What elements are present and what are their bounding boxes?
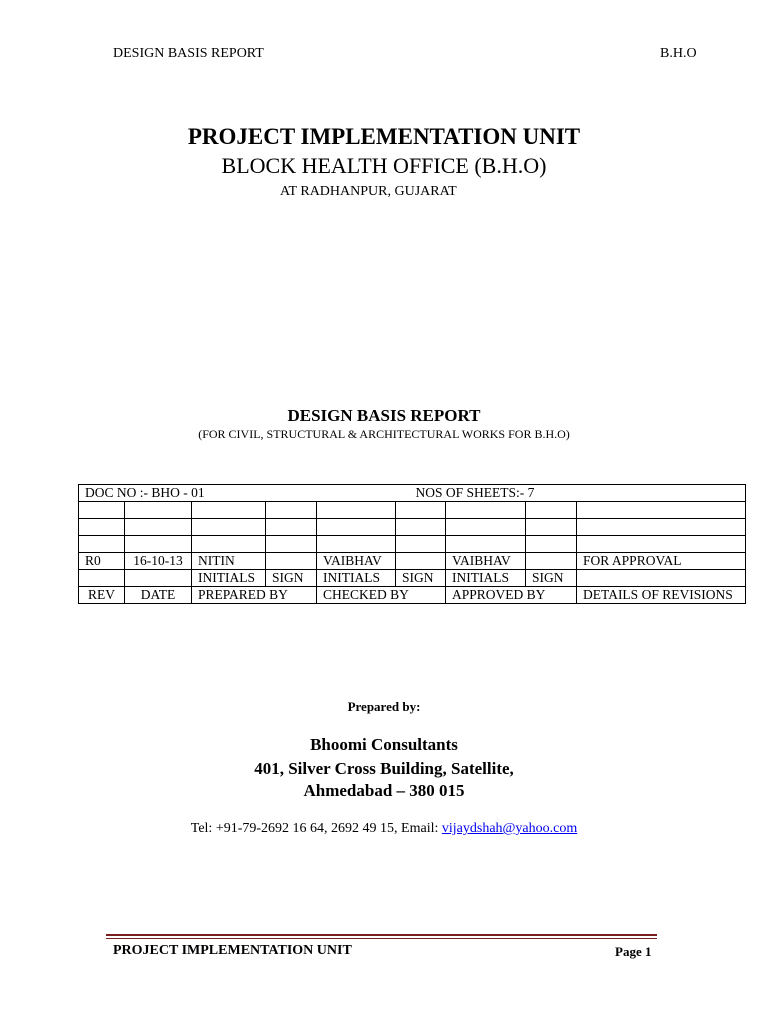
report-heading: DESIGN BASIS REPORT bbox=[287, 406, 481, 425]
report-subheading: (FOR CIVIL, STRUCTURAL & ARCHITECTURAL WORKS FOR B.H.O) bbox=[198, 427, 570, 441]
footer-title: PROJECT IMPLEMENTATION UNIT bbox=[113, 943, 352, 958]
prepared-initials: NITIN bbox=[192, 553, 266, 570]
table-row bbox=[79, 553, 746, 570]
header-right: B.H.O bbox=[660, 46, 697, 61]
revision-table bbox=[78, 484, 746, 604]
header-left: DESIGN BASIS REPORT bbox=[113, 46, 264, 61]
checked-initials: VAIBHAV bbox=[317, 553, 396, 570]
prepared-by-label: PREPARED BY bbox=[192, 587, 317, 604]
title-line3: AT RADHANPUR, GUJARAT bbox=[280, 184, 457, 199]
table-row bbox=[79, 587, 746, 604]
footer-rule bbox=[106, 934, 657, 936]
sign-label: SIGN bbox=[526, 570, 577, 587]
doc-no: DOC NO :- BHO - 01 bbox=[79, 485, 396, 502]
date-label: DATE bbox=[125, 587, 192, 604]
revision-details: FOR APPROVAL bbox=[577, 553, 746, 570]
telephone-text: Tel: +91-79-2692 16 64, 2692 49 15, Email: bbox=[190, 821, 442, 836]
page-number: Page 1 bbox=[615, 944, 652, 959]
date-value: 16-10-13 bbox=[125, 553, 192, 570]
company-name: Bhoomi Consultants bbox=[310, 735, 458, 754]
sign-label: SIGN bbox=[396, 570, 446, 587]
table-row bbox=[79, 502, 746, 519]
address-line1: 401, Silver Cross Building, Satellite, bbox=[254, 759, 514, 778]
title-line1: PROJECT IMPLEMENTATION UNIT bbox=[187, 124, 581, 149]
table-row bbox=[79, 485, 746, 502]
checked-by-label: CHECKED BY bbox=[317, 587, 446, 604]
title-line2: BLOCK HEALTH OFFICE (B.H.O) bbox=[221, 153, 547, 178]
initials-label: INITIALS bbox=[192, 570, 266, 587]
initials-label: INITIALS bbox=[317, 570, 396, 587]
details-label: DETAILS OF REVISIONS bbox=[577, 587, 746, 604]
approved-by-label: APPROVED BY bbox=[446, 587, 577, 604]
initials-label: INITIALS bbox=[446, 570, 526, 587]
table-row bbox=[79, 536, 746, 553]
rev-label: REV bbox=[79, 587, 125, 604]
nos-of-sheets: NOS OF SHEETS:- 7 bbox=[396, 485, 746, 502]
footer-rule-thin bbox=[106, 938, 657, 939]
contact-line bbox=[0, 821, 768, 837]
prepared-by-label: Prepared by: bbox=[347, 699, 421, 714]
table-row bbox=[79, 519, 746, 536]
sign-label: SIGN bbox=[266, 570, 317, 587]
email-link[interactable]: vijaydshah@yahoo.com bbox=[441, 821, 578, 836]
address-line2: Ahmedabad – 380 015 bbox=[303, 781, 465, 800]
rev-value: R0 bbox=[79, 553, 125, 570]
table-row bbox=[79, 570, 746, 587]
approved-initials: VAIBHAV bbox=[446, 553, 526, 570]
